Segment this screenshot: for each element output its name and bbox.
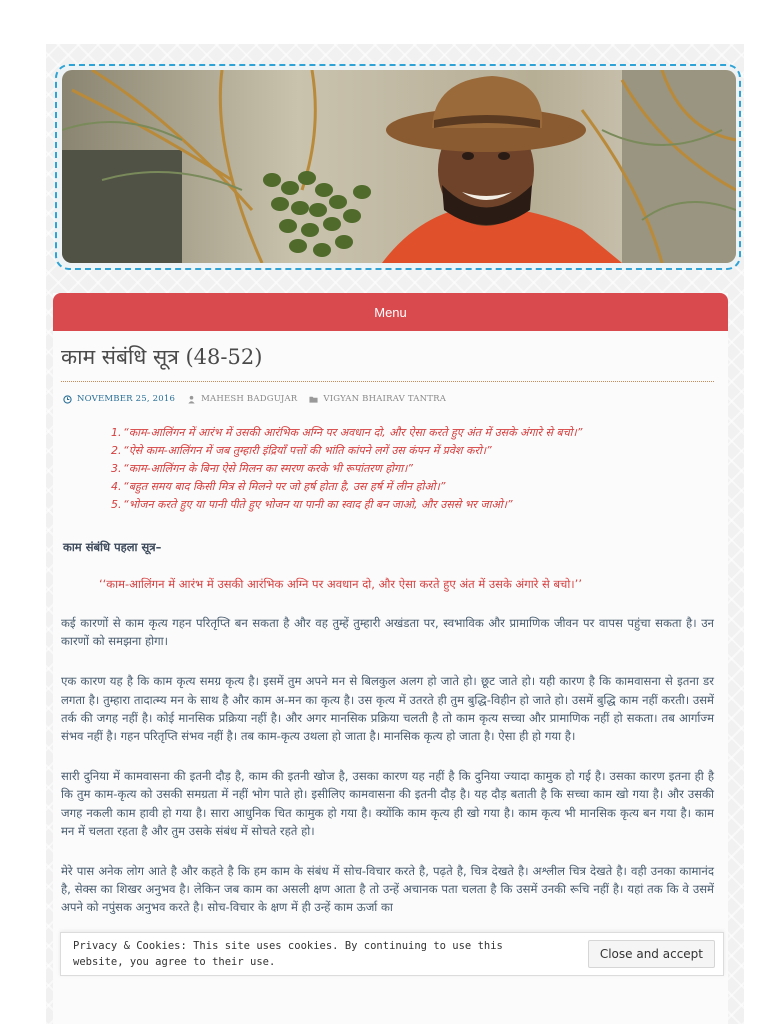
menu-button[interactable] — [53, 293, 728, 331]
post-category[interactable] — [309, 394, 446, 404]
menu-label: Menu — [374, 304, 407, 320]
section-heading: काम संबंधि पहला सूत्र– — [63, 540, 162, 554]
post-author[interactable] — [187, 394, 297, 404]
folder-icon — [309, 395, 318, 404]
header-photo-art — [62, 70, 736, 263]
close-and-accept-button[interactable]: Close and accept — [588, 940, 715, 968]
sutra-list — [53, 424, 728, 514]
post-category-text: VIGYAN BHAIRAV TANTRA — [323, 394, 447, 404]
post-author-text: MAHESH BADGUJAR — [201, 394, 298, 404]
post-title: काम संबंधि सूत्र (48-52) — [61, 345, 263, 369]
paragraph: सारी दुनिया में कामवासना की इतनी दौड़ है, काम की इतनी खोज है, उसका कारण यह नहीं है कि दुनिया ज्यादा कामुक हो गई है। उसका कारण इतना ही है कि तुम काम-कृत्य को उसकी समग्रता में नहीं भोग पाते हो। इसीलिए कामवासना की इतनी दौड़ है। यह दौड़ बताती है कि सच्चा काम खो गया है। और उसकी जगह नकली काम हावी हो गया है। सारा आधुनिक चित कामुक हो गया है। क्योंकि काम कृत्य ही खो गया है। काम कृत्य भी मानसिक कृत्य बन गया है। काम मन में चलता रहता है और तुम उसके संबंध में सोचते रहते हो। — [61, 769, 714, 838]
post-content — [53, 293, 728, 1024]
clock-icon — [63, 395, 72, 404]
cookie-text: Privacy & Cookies: This site uses cookies. By continuing to use this website, you agree to their use. — [73, 940, 503, 968]
post-meta — [63, 394, 728, 404]
paragraph: कई कारणों से काम कृत्य गहन परितृप्ति बन सकता है और वह तुम्हें तुम्हारी अखंडता पर, स्वभाविक और प्रामाणिक जीवन पर वापस पहुंचा सकता है। उन कारणों को समझना होगा। — [61, 616, 714, 649]
list-item: 2. “ऐसे काम-आलिंगन में जब तुम्हारी इंद्रियाँ पत्तों की भांति कांपने लगें उस कंपन में प्रवेश करो।” — [111, 444, 492, 457]
header-photo[interactable] — [62, 70, 736, 263]
post-date-text: NOVEMBER 25, 2016 — [77, 394, 176, 404]
post-date[interactable] — [63, 394, 175, 404]
paragraph: मेरे पास अनेक लोग आते है और कहते है कि हम काम के संबंध में सोच-विचार करते है, पढ़ते है, चित्र देखते है। अश्लील चित्र देखते है। वही उनका कामानंद है, सेक्स का शिखर अनुभव है। लेकिन जब काम का असली क्षण आता है तो उन्हें अचानक पता चलता है कि उसमें उनकी रूचि नहीं है। यहां तक कि वे उसमें अपने को नपुंसक अनुभव करते है। सोच-विचार के क्षण में ही उन्हें काम ऊर्जा का — [61, 864, 714, 915]
user-icon — [187, 395, 196, 404]
cookie-banner — [60, 932, 724, 976]
title-divider — [61, 381, 714, 382]
list-item: 3. “काम-आलिंगन के बिना ऐसे मिलन का स्मरण करके भी रूपांतरण होगा।” — [111, 462, 413, 475]
sutra-quote: ‘‘काम-आलिंगन में आरंभ में उसकी आरंभिक अग्नि पर अवधान दो, और ऐसा करते हुए अंत में उसके अंगारे से बचो।’’ — [99, 577, 582, 591]
list-item: 5. “भोजन करते हुए या पानी पीते हुए भोजन या पानी का स्वाद ही बन जाओ, और उससे भर जाओ।” — [111, 498, 513, 511]
list-item: 1. “काम-आलिंगन में आरंभ में उसकी आरंभिक अग्नि पर अवधान दो, और ऐसा करते हुए अंत में उसके अंगारे से बचो।” — [111, 426, 583, 439]
paragraph: एक कारण यह है कि काम कृत्य समग्र कृत्य है। इसमें तुम अपने मन से बिलकुल अलग हो जाते हो। छूट जाते हो। यही कारण है कि कामवासना से इतना डर लगता है। तुम्हारा तादात्म्य मन के साथ है और काम अ-मन का कृत्य है। उस कृत्य में उतरते ही तुम बुद्धि-विहीन हो जाते हो। उसमें बुद्धि काम नहीं करती। उसमें तर्क की जगह नहीं है। कोई मानसिक प्रक्रिया नहीं है। और अगर मानसिक प्रक्रिया चलती है तो काम कृत्य सच्चा और प्रामाणिक नहीं हो सकता। तब आर्गाज्म संभव नहीं है। गहन परितृप्ति संभव नहीं है। तब काम-कृत्य उथला हो जाता है। मानसिक कृत्य हो जाता है। ऐसा ही हो गया है। — [61, 674, 714, 744]
list-item: 4. “बहुत समय बाद किसी मित्र से मिलने पर जो हर्ष होता है, उस हर्ष में लीन होओ।” — [111, 480, 446, 493]
